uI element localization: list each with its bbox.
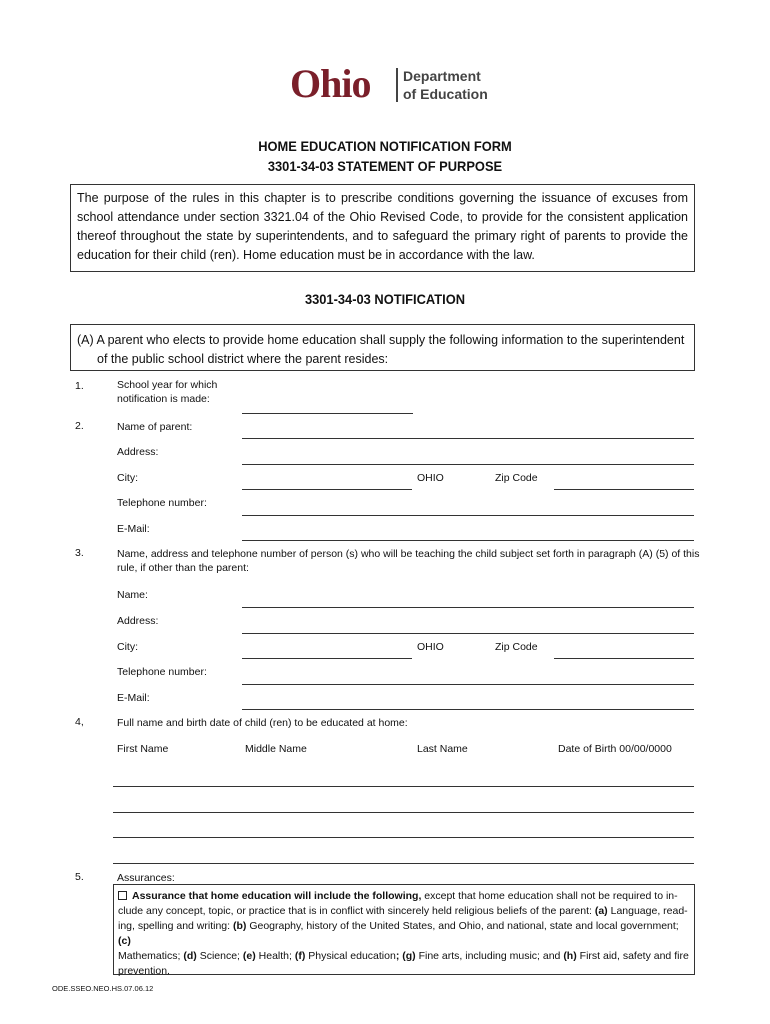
logo-department-text: Department <box>403 68 481 84</box>
assurance-semicolon: ; <box>395 950 400 962</box>
department-of-education-logo <box>403 67 488 103</box>
teacher-address-field[interactable] <box>242 633 694 634</box>
assurance-e: (e) <box>242 950 256 962</box>
teacher-email-label: E-Mail: <box>117 692 150 704</box>
school-year-label-line2: notification is made: <box>117 393 210 405</box>
parent-address-field[interactable] <box>242 464 694 465</box>
assurance-d-text: Science; <box>196 950 243 962</box>
teacher-telephone-label: Telephone number: <box>117 666 207 678</box>
teacher-state-label: OHIO <box>417 641 444 653</box>
parent-telephone-label: Telephone number: <box>117 497 207 509</box>
assurance-g: (g) <box>399 950 416 962</box>
item-1-number: 1. <box>75 380 84 392</box>
item-3-number: 3. <box>75 547 84 559</box>
teacher-zip-field[interactable] <box>554 658 694 659</box>
logo-of-education-text: of Education <box>403 86 488 102</box>
assurance-checkbox[interactable] <box>118 891 127 900</box>
teacher-telephone-field[interactable] <box>242 684 694 685</box>
assurance-f: (f) <box>294 950 306 962</box>
notification-heading: 3301-34-03 NOTIFICATION <box>304 291 466 307</box>
school-year-field[interactable] <box>242 413 413 414</box>
parent-zip-field[interactable] <box>554 489 694 490</box>
form-code-footer: ODE.SSEO.NEO.HS.07.06.12 <box>52 984 154 993</box>
assurance-h: (h) <box>563 950 577 962</box>
assurance-d: (d) <box>183 950 197 962</box>
parent-state-label: OHIO <box>417 472 444 484</box>
last-name-column: Last Name <box>417 743 468 755</box>
assurance-c: (c) <box>118 935 131 947</box>
ohio-logo: Ohio <box>290 61 371 106</box>
child-row-2-field[interactable] <box>113 812 694 813</box>
form-title: HOME EDUCATION NOTIFICATION FORM <box>258 138 512 154</box>
teacher-city-field[interactable] <box>242 658 412 659</box>
parent-zip-label: Zip Code <box>495 472 538 484</box>
child-row-3-field[interactable] <box>113 837 694 838</box>
assurance-box <box>113 884 695 975</box>
children-description: Full name and birth date of child (ren) to be educated at home: <box>117 717 408 729</box>
assurance-a-text: Language, read- <box>607 905 688 917</box>
item-4-number: 4, <box>75 716 84 728</box>
school-year-label-line1: School year for which <box>117 379 218 391</box>
teacher-zip-label: Zip Code <box>495 641 538 653</box>
item-5-number: 5. <box>75 871 84 883</box>
parent-email-label: E-Mail: <box>117 523 150 535</box>
teacher-description-line1: Name, address and telephone number of person (s) who will be teaching the child subject set forth in paragraph (A) (5) of this <box>117 548 700 560</box>
teacher-name-field[interactable] <box>242 607 694 608</box>
parent-telephone-field[interactable] <box>242 515 694 516</box>
school-year-label <box>117 378 217 406</box>
assurance-g-text: Fine arts, including music; and <box>415 950 564 962</box>
child-row-4-field[interactable] <box>113 863 694 864</box>
teacher-name-label: Name: <box>117 589 148 601</box>
assurance-f-text: Physical education <box>305 950 396 962</box>
parent-city-label: City: <box>117 472 138 484</box>
form-subtitle: 3301-34-03 STATEMENT OF PURPOSE <box>267 158 503 174</box>
assurance-e-text: Health; <box>255 950 295 962</box>
first-name-column: First Name <box>117 743 169 755</box>
teacher-city-label: City: <box>117 641 138 653</box>
teacher-email-field[interactable] <box>242 709 694 710</box>
assurance-text4: Mathematics; <box>118 950 184 962</box>
date-of-birth-column: Date of Birth 00/00/0000 <box>558 743 672 755</box>
parent-name-field[interactable] <box>242 438 694 439</box>
section-a-line2: of the public school district where the parent resides: <box>97 352 389 366</box>
assurance-a: (a) <box>594 905 608 917</box>
purpose-statement: The purpose of the rules in this chapter is to prescribe conditions governing the issuance of excuses from school attendance under section 3321.04 of the Ohio Revised Code, to provide for the consistent application thereof throughout the state by superintendents, and to safeguard the primary right of parents to provide the education for their child (ren). Home education must be in accordance with the law. <box>70 184 695 272</box>
teacher-description <box>117 547 699 575</box>
assurance-b-text: Geography, history of the United States, and Ohio, and national, state and local government; <box>246 920 679 932</box>
teacher-address-label: Address: <box>117 615 159 627</box>
assurance-h-text: First aid, safety and fire <box>576 950 689 962</box>
assurance-text1: except that home education shall not be required to in- <box>421 890 678 902</box>
teacher-description-line2: rule, if other than the parent: <box>117 562 249 574</box>
assurance-b: (b) <box>232 920 247 932</box>
assurance-text5: prevention. <box>118 965 170 977</box>
assurance-text3: ing, spelling and writing: <box>118 920 233 932</box>
logo-divider <box>396 68 398 102</box>
item-2-number: 2. <box>75 420 84 432</box>
parent-city-field[interactable] <box>242 489 412 490</box>
parent-address-label: Address: <box>117 446 159 458</box>
section-a-instructions <box>70 324 695 371</box>
section-a-line1: (A) A parent who elects to provide home education shall supply the following information to the superintendent <box>77 333 685 347</box>
parent-email-field[interactable] <box>242 540 694 541</box>
middle-name-column: Middle Name <box>245 743 307 755</box>
assurances-label: Assurances: <box>117 872 175 884</box>
assurance-lead: Assurance that home education will include the following, <box>132 890 422 902</box>
assurance-text2: clude any concept, topic, or practice that is in conflict with sincerely held religious beliefs of the parent: <box>118 905 595 917</box>
parent-name-label: Name of parent: <box>117 421 193 433</box>
child-row-1-field[interactable] <box>113 786 694 787</box>
